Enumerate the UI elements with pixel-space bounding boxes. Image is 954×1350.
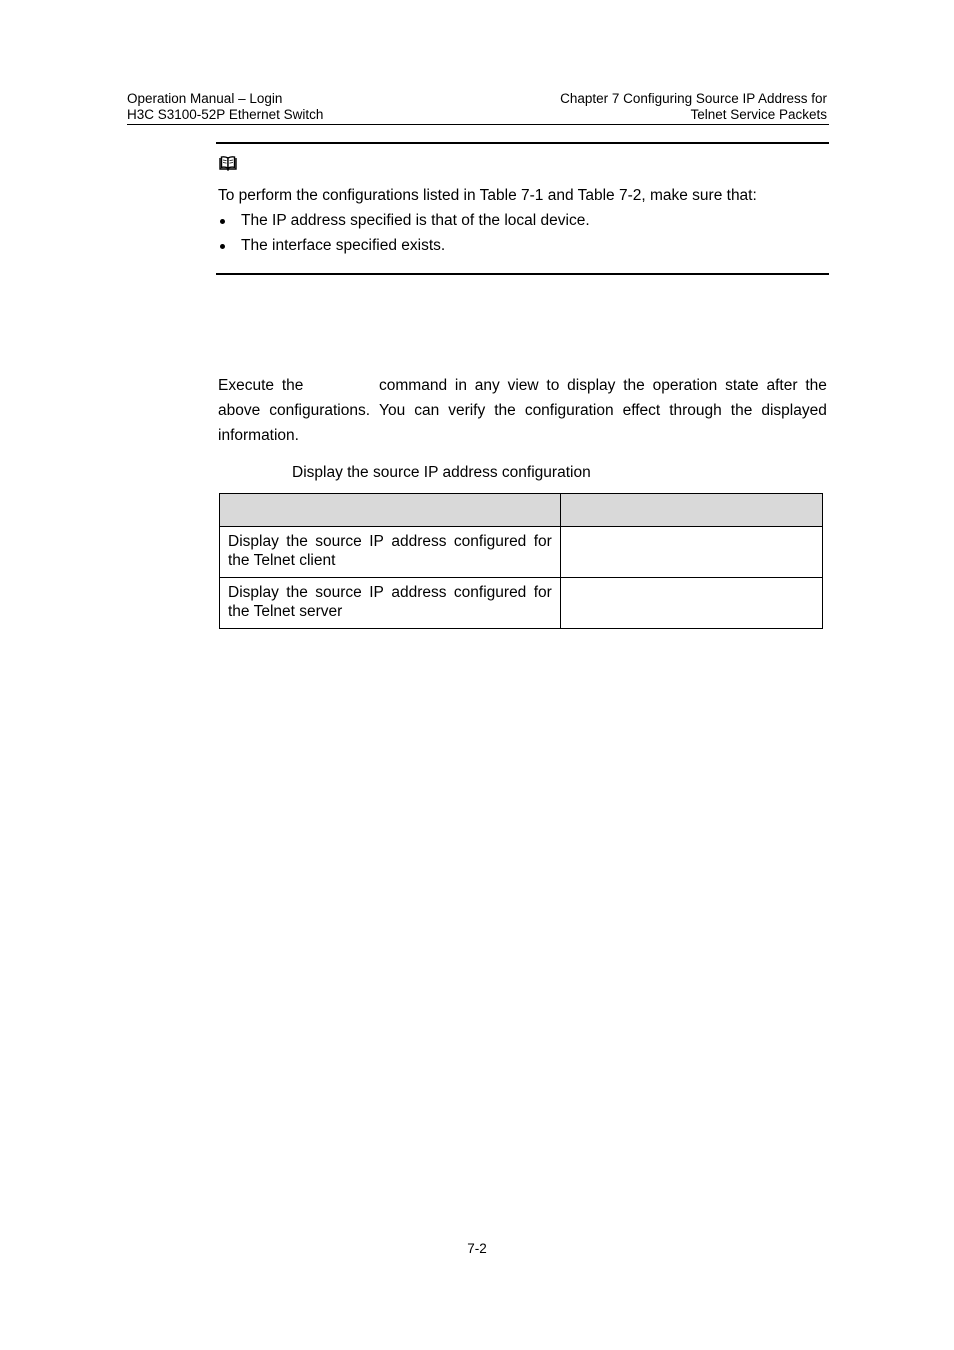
note-bullet-text: The IP address specified is that of the local device.: [241, 212, 590, 229]
word: operation: [652, 377, 718, 394]
word: verify: [448, 402, 486, 419]
word: the: [286, 533, 308, 550]
word: for: [533, 533, 552, 550]
word: the: [281, 377, 304, 394]
table-header-row: [220, 494, 823, 527]
word: address: [391, 584, 447, 601]
word: IP: [369, 584, 384, 601]
description-line-2: the Telnet server: [228, 603, 343, 620]
manual-title: Operation Manual – Login: [127, 91, 283, 106]
word: configurations.: [269, 402, 371, 419]
header-left: [127, 91, 323, 123]
word: display: [567, 377, 616, 394]
table-row: [220, 527, 823, 578]
body-paragraph: [218, 373, 827, 448]
word: above: [218, 402, 261, 419]
word: the: [730, 402, 753, 419]
command-placeholder: [311, 373, 371, 398]
table-cell-command: [560, 527, 822, 578]
bullet-icon: [220, 244, 225, 249]
word: displayed: [761, 402, 827, 419]
description-line-2: the Telnet client: [228, 552, 336, 569]
product-name: H3C S3100-52P Ethernet Switch: [127, 107, 324, 122]
note-bottom-rule: [216, 273, 829, 275]
word: source: [315, 584, 362, 601]
paragraph-line-1: [218, 373, 827, 398]
word: source: [315, 533, 362, 550]
word: configuration: [524, 402, 614, 419]
table-cell-command: [560, 578, 822, 629]
word: through: [669, 402, 722, 419]
word: the: [623, 377, 645, 394]
word: You: [379, 402, 406, 419]
word: to: [546, 377, 560, 394]
note-bullet-text: The interface specified exists.: [241, 237, 446, 254]
word: configured: [453, 533, 527, 550]
word: address: [391, 533, 447, 550]
word: after: [766, 377, 798, 394]
page-number: 7-2: [467, 1241, 487, 1256]
word: the: [286, 584, 308, 601]
word: any: [474, 377, 500, 394]
note-top-rule: [216, 142, 829, 144]
note-intro: To perform the configurations listed in Table 7-1 and Table 7-2, make sure that:: [218, 187, 757, 204]
word: view: [507, 377, 539, 394]
header-cell-command: [560, 494, 822, 527]
word: configured: [453, 584, 527, 601]
word: command: [379, 377, 448, 394]
word: the: [494, 402, 516, 419]
config-table: [219, 493, 823, 629]
word: Display: [228, 584, 279, 601]
chapter-title-line2: Telnet Service Packets: [690, 107, 827, 122]
table-row: [220, 578, 823, 629]
word: state: [725, 377, 759, 394]
chapter-title-line1: Chapter 7 Configuring Source IP Address for: [560, 91, 827, 106]
word: for: [533, 584, 552, 601]
header-divider: [127, 124, 829, 125]
word: Display: [228, 533, 279, 550]
word: can: [414, 402, 440, 419]
table-caption: Display the source IP address configuration: [292, 464, 591, 481]
table-cell-description: [220, 527, 561, 578]
word: in: [454, 377, 467, 394]
header-right: [560, 91, 827, 123]
table-cell-description: [220, 578, 561, 629]
word: Execute: [218, 377, 275, 394]
paragraph-line-2: [218, 398, 827, 423]
word: IP: [369, 533, 384, 550]
paragraph-line-3: information.: [218, 427, 299, 444]
word: the: [805, 377, 827, 394]
word: effect: [622, 402, 661, 419]
book-icon: [218, 155, 238, 171]
header-cell-operation: [220, 494, 561, 527]
bullet-icon: [220, 219, 225, 224]
